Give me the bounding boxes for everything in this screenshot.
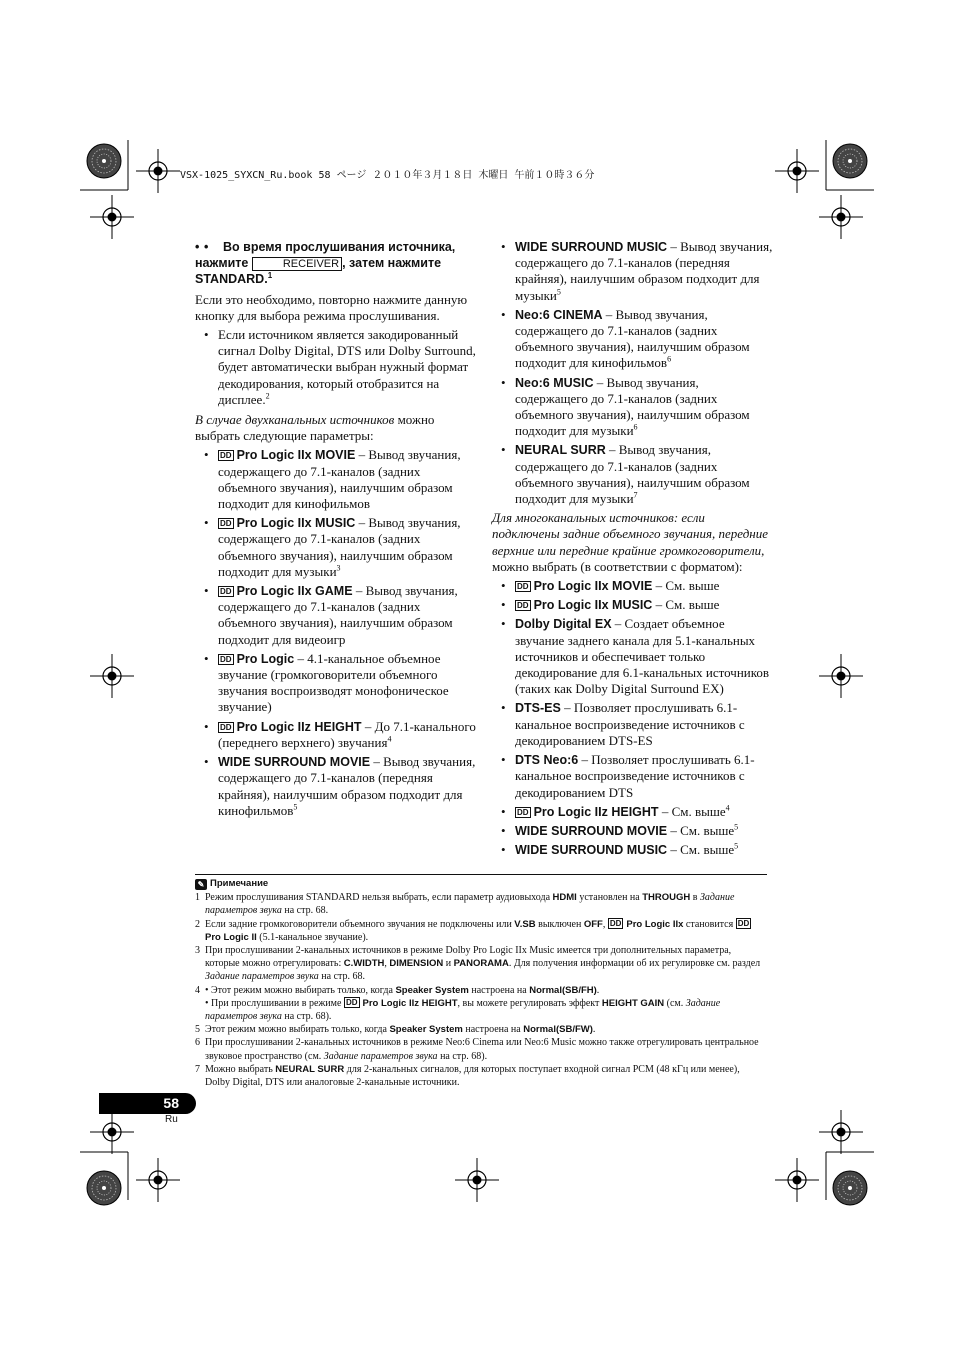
footnote-5: 5 Этот режим можно выбирать только, когда Speaker System настроена на Normal(SB/FW). <box>195 1024 596 1036</box>
footnote-ref: 5 <box>556 287 561 297</box>
two-channel-mode-list <box>195 447 477 818</box>
intro-instruction: • • Во время прослушивания источника, нажмите RECEIVER , затем нажмите STANDARD.$^1$ <box>195 239 477 288</box>
mode-description: – См. выше <box>667 842 735 858</box>
dolby-icon: DD <box>220 722 232 732</box>
right-column <box>492 239 774 861</box>
mode-item <box>492 375 774 440</box>
footnote-ref: 7 <box>633 490 638 500</box>
mode-item <box>492 442 774 507</box>
mode-name: NEURAL SURR <box>515 443 606 458</box>
mode-item <box>492 239 774 304</box>
mode-description: – См. выше <box>652 597 720 613</box>
mode-name: Dolby Digital EX <box>515 617 612 632</box>
two-channel-mode-list-cont <box>492 239 774 507</box>
mode-description: – Вывод звучания, содержащего до 7.1-каналов (задних объемного звучания), наилучшим образом подходит для музыки <box>515 374 750 439</box>
mode-description: – Вывод звучания, содержащего до 7.1-каналов (задних объемного звучания), наилучшим образом подходит для музыки <box>515 442 750 507</box>
mode-item <box>492 842 774 858</box>
receiver-key: RECEIVER <box>252 257 342 271</box>
mode-name: Pro Logic IIx GAME <box>236 584 353 599</box>
footnote-ref: 3 <box>336 563 341 573</box>
mode-description: – Вывод звучания, содержащего до 7.1-каналов (задних объемного звучания), наилучшим образом подходит для видеоигр <box>218 583 458 647</box>
mode-item <box>195 515 477 580</box>
footnote-ref: 6 <box>633 422 638 432</box>
footnote-3: 3 При прослушивании 2-канальных источников в режиме Dolby Pro Logic IIx Music имеется три дополнительных параметра, которые можно отрегулировать: C.WIDTH, DIMENSION и PANORAMA. Для получения информации об их регулировке см. раздел Задание параметров звука на стр. 68. <box>195 945 761 983</box>
mode-item <box>195 651 477 716</box>
left-column <box>195 239 477 822</box>
dolby-icon: DD <box>517 807 529 817</box>
notes-title: ✎ Примечание <box>195 877 767 890</box>
intro-paragraph: Если это необходимо, повторно нажмите данную кнопку для выбора режима прослушивания. <box>195 291 468 323</box>
mode-description: – См. выше <box>658 803 726 819</box>
footnote-6: 6 При прослушивании 2-канальных источников в режиме Neo:6 Cinema или Neo:6 Music можно также отрегулировать центральное звуковое пространство (см. Задание параметров звука на стр. 68). <box>195 1037 759 1062</box>
mode-description: – Вывод звучания, содержащего до 7.1-каналов (задних объемного звучания), наилучшим образом подходит для кинофильмов <box>218 447 461 512</box>
mode-name: DTS-ES <box>515 701 561 716</box>
dolby-icon: DD <box>220 519 232 529</box>
mode-description: – См. выше <box>652 578 720 594</box>
footnote-ref: 4 <box>725 803 730 813</box>
mode-item <box>492 752 774 801</box>
dolby-icon: DD <box>609 918 622 928</box>
dolby-icon: DD <box>220 654 232 664</box>
mode-description: – Создает объемное звучание заднего канала для 5.1-канальных источников и обеспечивает только декодирование для 6.1-канальных источников (таких как Dolby Digital Surround EX) <box>515 616 770 697</box>
multi-channel-heading: Для многоканальных источников: если подключены задние объемного звучания, передние верхние или передние крайние громкоговорители, можно выбрать (в соответствии с форматом): <box>492 510 768 574</box>
page-language: Ru <box>165 1114 178 1125</box>
mode-description: – Позволяет прослушивать 6.1-канальное воспроизведение источников с декодированием DTS-ES <box>515 700 745 748</box>
mode-name: Pro Logic IIz HEIGHT <box>236 719 362 734</box>
note-icon: ✎ <box>195 879 207 890</box>
mode-description: – Позволяет прослушивать 6.1-канальное воспроизведение источников с декодированием DTS <box>515 752 755 800</box>
footnote-4: 4 • Этот режим можно выбирать только, когда Speaker System настроена на Normal(SB/FH). • При прослушивании в режиме DD Pro Logic IIz HEIGHT, вы можете регулировать эффект HEIGHT GAIN (см. Задание параметров звука на стр. 68). <box>195 984 721 1023</box>
dolby-icon: DD <box>345 997 358 1007</box>
footnote-ref: 5 <box>734 841 739 851</box>
footnote-ref: 5 <box>734 822 739 832</box>
mode-item <box>492 307 774 372</box>
page-number-badge: 58 <box>99 1093 196 1114</box>
mode-description: – Вывод звучания, содержащего до 7.1-каналов (передняя крайняя), наилучшим образом подходит для кинофильмов <box>218 754 476 818</box>
dolby-icon: DD <box>737 918 750 928</box>
dolby-icon: DD <box>220 451 232 461</box>
mode-name: Pro Logic IIx MUSIC <box>236 516 356 531</box>
mode-name: WIDE SURROUND MOVIE <box>218 755 371 770</box>
mode-item <box>195 719 477 751</box>
mode-description: – См. выше <box>667 822 735 838</box>
mode-description: – Вывод звучания, содержащего до 7.1-каналов (передняя крайняя), наилучшим образом подходит для музыки <box>515 239 773 303</box>
mode-name: Pro Logic IIx MOVIE <box>533 579 653 594</box>
mode-name: Neo:6 MUSIC <box>515 375 594 390</box>
mode-name: DTS Neo:6 <box>515 753 579 768</box>
mode-name: Pro Logic <box>236 651 295 666</box>
mode-name: Pro Logic IIx MOVIE <box>236 448 356 463</box>
mode-item <box>492 616 774 697</box>
mode-item <box>195 754 477 819</box>
mode-item <box>492 578 774 594</box>
mode-name: Pro Logic IIz HEIGHT <box>533 804 659 819</box>
footnote-ref: 4 <box>387 734 392 744</box>
footnote-ref: 6 <box>667 355 672 365</box>
mode-name: Neo:6 CINEMA <box>515 307 603 322</box>
mode-item <box>492 804 774 820</box>
mode-name: WIDE SURROUND MUSIC <box>515 240 668 254</box>
footnote-7: 7 Можно выбрать NEURAL SURR для 2-канальных сигналов, для которых поступает входной сигнал PCM (48 кГц или менее), Dolby Digital, DTS или аналоговые 2-канальные источники. <box>195 1063 740 1089</box>
mode-item <box>195 583 477 648</box>
mode-name: WIDE SURROUND MUSIC <box>515 843 668 858</box>
mode-description: – До 7.1-канального (переднего верхнего) звучания <box>218 718 476 750</box>
footnote-1: 1 Режим прослушивания STANDARD нельзя выбрать, если параметр аудиовыхода HDMI установлен на THROUGH в Задание параметров звука на стр. 68. <box>195 892 735 917</box>
dolby-icon: DD <box>517 582 529 592</box>
dolby-icon: DD <box>220 587 232 597</box>
mode-description: – Вывод звучания, содержащего до 7.1-каналов (задних объемного звучания), наилучшим образом подходит для музыки <box>218 515 461 579</box>
mode-item <box>492 823 774 839</box>
mode-item <box>492 700 774 749</box>
mode-name: Pro Logic IIx MUSIC <box>533 598 653 613</box>
mode-name: WIDE SURROUND MOVIE <box>515 823 668 838</box>
footnote-2: 2 Если задние громкоговорители объемного звучания не подключены или V.SB выключен OFF, DD Pro Logic IIx становится DDPro Logic II (5.1-канальное звучание). <box>195 918 750 943</box>
mode-description: – 4.1-канальное объемное звучание (громкоговорители объемного звучания воспроизводят монофоническое звучание) <box>218 650 449 715</box>
footnote-ref: 5 <box>293 802 298 812</box>
mode-item <box>492 597 774 613</box>
multi-channel-mode-list <box>492 578 774 858</box>
two-channel-heading: В случае двухканальных источников можно выбрать следующие параметры: <box>195 412 435 444</box>
mode-description: – Вывод звучания, содержащего до 7.1-каналов (задних объемного звучания), наилучшим образом подходит для кинофильмов <box>515 306 750 371</box>
dolby-icon: DD <box>517 601 529 611</box>
notes-section <box>195 874 767 1089</box>
mode-item <box>195 447 477 512</box>
list-item: • Если источником является закодированный сигнал Dolby Digital, DTS или Dolby Surround, будет автоматически выбран нужный формат декодирования, который отобразится на дисплее.$^2$ <box>195 327 477 408</box>
print-header: VSX-1025_SYXCN_Ru.book 58 ページ ２０１０年３月１８日 木曜日 午前１０時３６分 <box>180 170 595 181</box>
